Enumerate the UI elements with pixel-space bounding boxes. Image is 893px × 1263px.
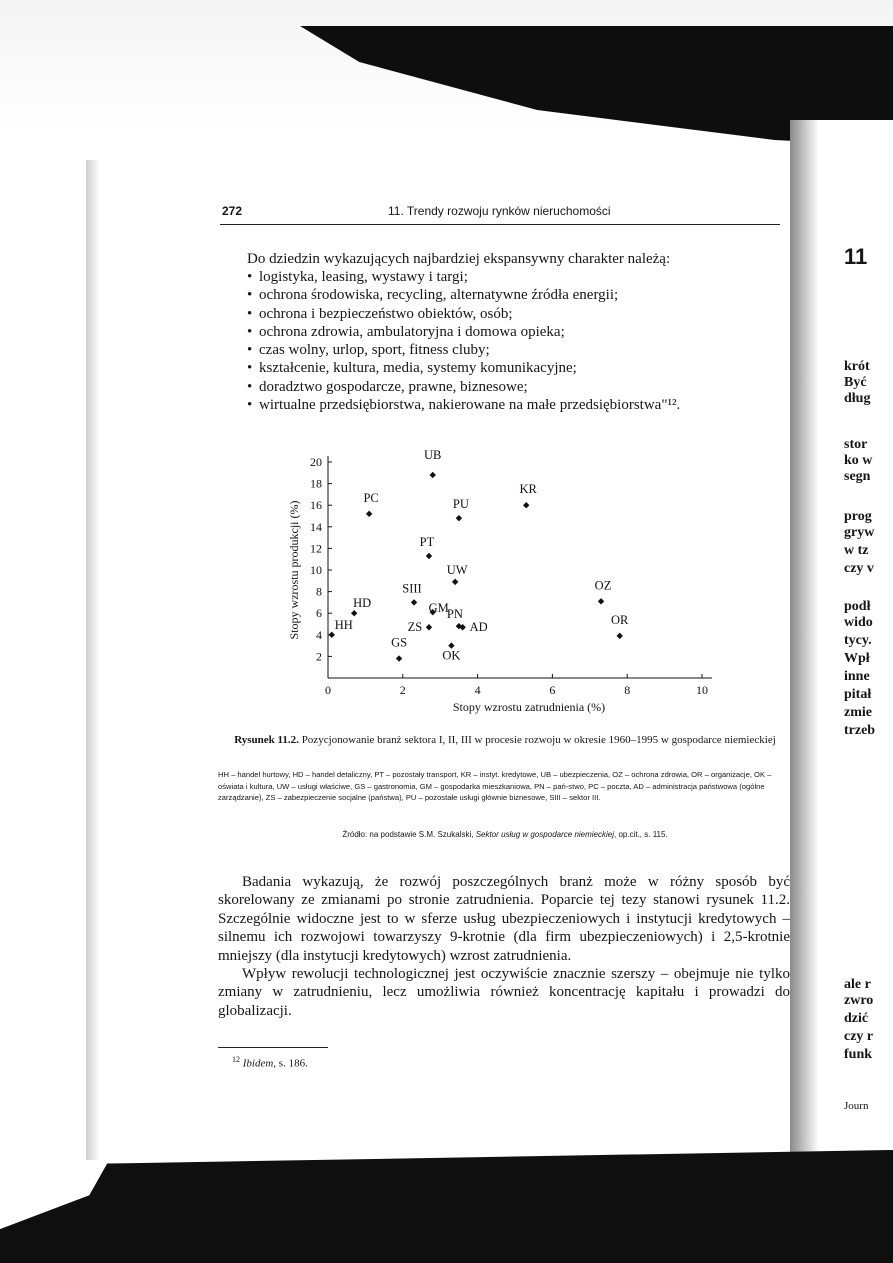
point-label-siii: SIII	[402, 581, 422, 596]
adjacent-page-text: tycy.	[844, 633, 872, 648]
adjacent-page-text: zwro	[844, 993, 874, 1008]
figure-caption	[220, 733, 790, 747]
data-point-pt	[426, 553, 432, 559]
data-point-zs	[426, 624, 432, 630]
adjacent-page-fragment	[844, 240, 893, 1112]
y-tick-label: 18	[310, 476, 322, 491]
footnote-rest: , s. 186.	[273, 1057, 308, 1070]
adjacent-page-text: w tz	[844, 543, 869, 558]
list-item: • czas wolny, urlop, sport, fitness cluby;	[247, 341, 680, 359]
scatter-chart	[280, 438, 740, 728]
adjacent-page-text: segn	[844, 469, 871, 484]
y-tick-label: 2	[316, 649, 322, 664]
scan-shadow-left	[86, 160, 100, 1160]
x-tick-label: 10	[696, 683, 708, 697]
adjacent-page-text: zmie	[844, 705, 872, 720]
adjacent-page-text: trzeb	[844, 723, 876, 738]
data-point-oz	[598, 598, 604, 604]
adjacent-page-text: dług	[844, 391, 871, 406]
source-title: Sektor usług w gospodarce niemieckiej	[475, 830, 615, 839]
adjacent-page-text: czy v	[844, 561, 874, 576]
bullet-list	[247, 268, 680, 414]
point-label-gm: GM	[428, 601, 449, 616]
scan-dark-band-bottom	[0, 1150, 893, 1263]
x-tick-label: 0	[325, 683, 331, 697]
list-item: • ochrona i bezpieczeństwo obiektów, osób;	[247, 305, 680, 323]
x-tick-label: 8	[624, 683, 631, 697]
point-label-pt: PT	[419, 534, 435, 549]
body-text	[218, 873, 790, 1020]
y-tick-label: 14	[310, 519, 322, 534]
paragraph: Badania wykazują, że rozwój poszczególnych branż może w różny sposób być skorelowany ze zmianami po stronie zatrudnienia. Poparcie tej tezy stanowi rysunek 11.2. Szczególnie widoczne jest to w sferze usług ubezpieczeniowych i instytucji kredytowych – silnemu ich rozwojowi towarzyszy 9-krotnie (dla firm ubezpieczeniowych) i 2,5-krotnie mniejszy (dla instytucji kredytowych) wzrost zatrudnienia.	[218, 874, 790, 964]
y-tick-label: 12	[310, 541, 322, 556]
adjacent-page-text: inne	[844, 669, 870, 684]
figure-legend: HH – handel hurtowy, HD – handel detaliczny, PT – pozostały transport, KR – instyt. kredytowe, UB – ubezpieczenia, OZ – ochrona zdrowia, OR – organizacje, OK – oświata i kultura, UW – usługi właściwe, GS – gastronomia, GM – gospodarka mieszkaniowa, PN – pań-stwo, PC – poczta, AD – administracja państwowa (ogólne zarządzanie), ZS – zabezpieczenie socjalne (państwa), PU – pozostałe usługi głównie biznesowe, SIII – sektor III.	[218, 770, 772, 802]
list-item: • doradztwo gospodarcze, prawne, biznesowe;	[247, 378, 680, 396]
adjacent-page-text: czy r	[844, 1029, 874, 1044]
data-point-pc	[366, 511, 372, 517]
point-label-gs: GS	[391, 635, 408, 650]
data-point-or	[617, 633, 623, 639]
adjacent-page-text: wido	[844, 615, 873, 630]
point-label-ok: OK	[442, 648, 461, 663]
adjacent-page-text: Wpł	[844, 651, 870, 666]
x-tick-label: 6	[549, 683, 556, 697]
y-tick-label: 4	[316, 627, 322, 642]
list-item: • wirtualne przedsiębiorstwa, nakierowane na małe przedsiębiorstwa"¹².	[247, 396, 680, 414]
caption-text: Pozycjonowanie branż sektora I, II, III w procesie rozwoju w okresie 1960–1995 w gospodarce niemieckiej	[301, 734, 776, 746]
adjacent-page-text: krót	[844, 359, 870, 374]
running-header	[220, 202, 780, 225]
adjacent-page-text: Być	[844, 375, 867, 390]
data-point-kr	[523, 502, 529, 508]
y-tick-label: 10	[310, 563, 322, 577]
point-label-pn: PN	[446, 607, 463, 622]
footnote-italic: Ibidem	[242, 1057, 274, 1070]
y-tick-label: 6	[316, 606, 322, 621]
x-tick-label: 4	[474, 683, 481, 697]
page-number: 272	[222, 204, 243, 218]
data-point-siii	[411, 599, 417, 605]
adjacent-page-text: pitał	[844, 687, 872, 702]
point-label-or: OR	[611, 612, 629, 627]
point-label-ub: UB	[424, 447, 442, 462]
adjacent-page-text: funk	[844, 1047, 873, 1062]
adjacent-page-text: 11	[844, 244, 868, 269]
point-label-zs: ZS	[407, 620, 423, 635]
adjacent-page-text: ko w	[844, 453, 873, 468]
y-tick-label: 20	[310, 455, 322, 469]
y-tick-label: 16	[310, 498, 322, 513]
adjacent-page-text: prog	[844, 509, 872, 524]
data-point-gs	[396, 655, 402, 661]
list-item: • ochrona zdrowia, ambulatoryjna i domowa opieka;	[247, 323, 680, 341]
x-tick-label: 2	[399, 683, 406, 697]
data-point-ub	[430, 472, 436, 478]
data-point-uw	[452, 579, 458, 585]
footnote-number: 12	[232, 1055, 240, 1064]
adjacent-page-text: ale r	[844, 977, 871, 992]
footnote	[232, 1055, 308, 1070]
point-label-pu: PU	[452, 497, 469, 512]
chapter-title: 11. Trendy rozwoju rynków nieruchomości	[388, 204, 611, 218]
list-item: • kształcenie, kultura, media, systemy komunikacyjne;	[247, 359, 680, 377]
point-label-kr: KR	[519, 482, 537, 497]
data-point-hd	[351, 610, 357, 616]
point-label-pc: PC	[363, 490, 379, 505]
data-point-hh	[329, 632, 335, 638]
y-axis-label: Stopy wzrostu produkcji (%)	[287, 500, 301, 640]
data-point-pu	[456, 515, 462, 521]
intro-text: Do dziedzin wykazujących najbardziej ekspansywny charakter należą:	[247, 251, 671, 267]
list-item: • ochrona środowiska, recycling, alternatywne źródła energii;	[247, 286, 680, 304]
point-label-hh: HH	[334, 617, 353, 632]
footnote-rule	[218, 1047, 328, 1048]
point-label-uw: UW	[446, 562, 468, 577]
adjacent-page-text: Journ	[844, 1100, 869, 1112]
point-label-ad: AD	[469, 620, 488, 635]
y-tick-label: 8	[316, 584, 322, 599]
paragraph: Wpływ rewolucji technologicznej jest oczywiście znacznie szerszy – obejmuje nie tylko zmiany w zatrudnieniu, lecz umożliwia również koncentrację kapitału i prowadzi do globalizacji.	[218, 966, 790, 1019]
figure-source	[220, 830, 790, 839]
source-suffix: , op.cit., s. 115.	[614, 830, 668, 839]
adjacent-page-text: gryw	[844, 525, 875, 540]
source-prefix: Źródło: na podstawie S.M. Szukalski,	[342, 830, 474, 839]
x-axis-label: Stopy wzrostu zatrudnienia (%)	[452, 700, 606, 714]
adjacent-page-text: dzić	[844, 1011, 869, 1026]
caption-label: Rysunek 11.2.	[234, 734, 299, 746]
point-label-hd: HD	[353, 596, 372, 611]
adjacent-page-text: stor	[844, 437, 868, 452]
adjacent-page-text: podł	[844, 599, 871, 614]
point-label-oz: OZ	[594, 578, 612, 593]
list-item: • logistyka, leasing, wystawy i targi;	[247, 268, 680, 286]
